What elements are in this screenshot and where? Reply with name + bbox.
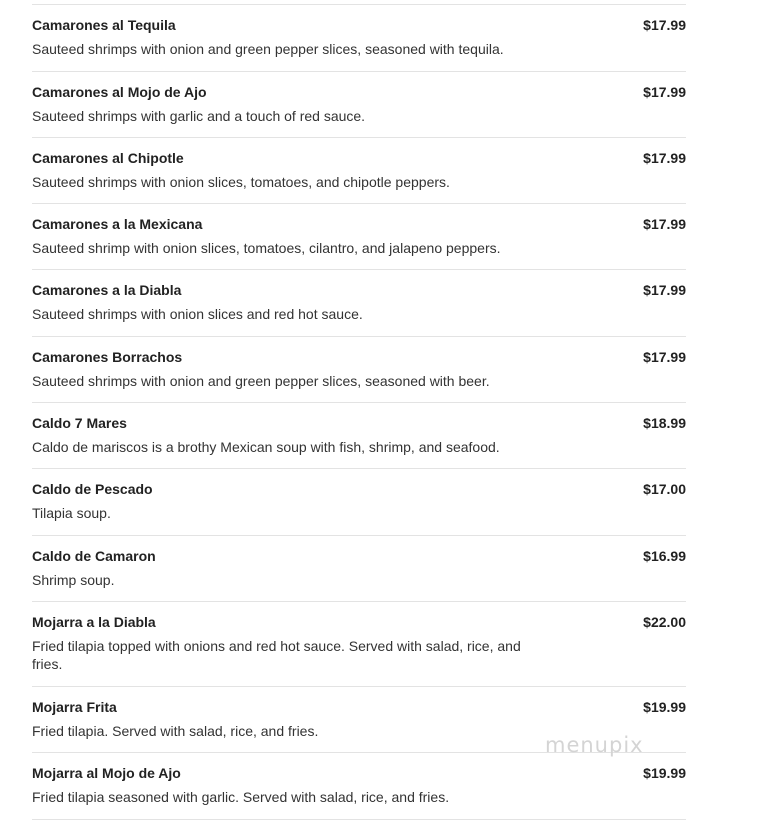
menu-list <box>32 4 686 820</box>
item-description: Sauteed shrimps with onion and green pepper slices, seasoned with tequila. <box>32 41 504 57</box>
menu-item <box>32 204 686 270</box>
item-description: Sauteed shrimps with garlic and a touch of red sauce. <box>32 108 366 124</box>
menu-item <box>32 337 686 403</box>
item-description: Sauteed shrimps with onion slices, tomatoes, and chipotle peppers. <box>32 174 450 190</box>
item-price: $17.99 <box>643 150 686 166</box>
menu-item <box>32 536 686 602</box>
item-name: Caldo de Camaron <box>32 548 156 564</box>
item-price: $17.99 <box>643 216 686 232</box>
menupix-watermark: menupix <box>545 733 644 757</box>
item-description: Fried tilapia. Served with salad, rice, and fries. <box>32 723 319 739</box>
menu-item <box>32 602 686 687</box>
menu-item <box>32 138 686 204</box>
item-price: $19.99 <box>643 765 686 781</box>
item-price: $17.99 <box>643 84 686 100</box>
item-name: Camarones a la Mexicana <box>32 216 203 232</box>
item-description: Shrimp soup. <box>32 572 115 588</box>
item-description: Caldo de mariscos is a brothy Mexican soup with fish, shrimp, and seafood. <box>32 439 500 455</box>
item-description: Sauteed shrimps with onion slices and red hot sauce. <box>32 306 363 322</box>
item-name: Camarones al Mojo de Ajo <box>32 84 207 100</box>
item-description: Fried tilapia topped with onions and red hot sauce. Served with salad, rice, and fries. <box>32 638 521 672</box>
item-description: Fried tilapia seasoned with garlic. Served with salad, rice, and fries. <box>32 789 450 805</box>
menu-item <box>32 403 686 469</box>
item-name: Camarones a la Diabla <box>32 282 182 298</box>
item-description: Tilapia soup. <box>32 505 111 521</box>
item-price: $18.99 <box>643 415 686 431</box>
item-description: Sauteed shrimps with onion and green pepper slices, seasoned with beer. <box>32 373 490 389</box>
item-price: $17.99 <box>643 282 686 298</box>
item-name: Mojarra Frita <box>32 699 117 715</box>
item-price: $16.99 <box>643 548 686 564</box>
menu-item <box>32 753 686 820</box>
item-name: Caldo de Pescado <box>32 481 153 497</box>
item-description: Sauteed shrimp with onion slices, tomatoes, cilantro, and jalapeno peppers. <box>32 240 501 256</box>
item-price: $17.99 <box>643 17 686 33</box>
menu-item <box>32 270 686 337</box>
menu-item <box>32 469 686 536</box>
item-name: Camarones al Chipotle <box>32 150 184 166</box>
menu-item <box>32 72 686 138</box>
item-name: Camarones Borrachos <box>32 349 183 365</box>
item-name: Mojarra al Mojo de Ajo <box>32 765 181 781</box>
item-name: Camarones al Tequila <box>32 17 176 33</box>
menu-item <box>32 5 686 72</box>
item-price: $17.99 <box>643 349 686 365</box>
item-name: Caldo 7 Mares <box>32 415 127 431</box>
item-name: Mojarra a la Diabla <box>32 614 156 630</box>
item-price: $22.00 <box>643 614 686 630</box>
item-price: $19.99 <box>643 699 686 715</box>
item-price: $17.00 <box>643 481 686 497</box>
